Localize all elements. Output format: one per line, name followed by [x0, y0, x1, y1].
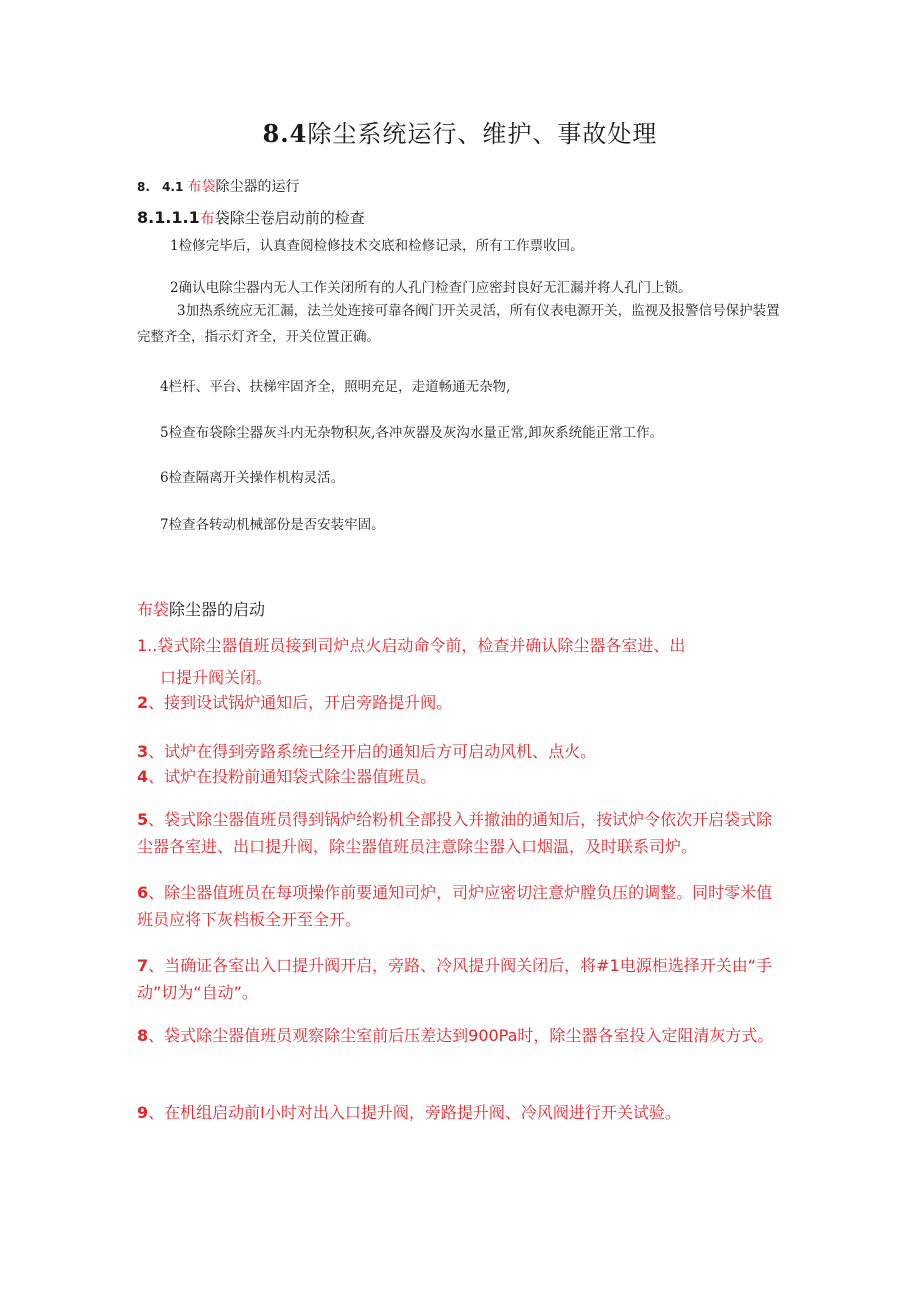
title-text: 除尘系统运行、维护、事故处理	[307, 120, 658, 148]
check-item-5: 5检查布袋除尘器灰斗内无杂物积灰,各冲灰器及灰沟水量正常,卸灰系统能正常工作。	[160, 425, 664, 441]
subsection-heading-8-1-1-1	[137, 207, 365, 228]
step-number: 5	[137, 810, 149, 829]
startup-heading-red-word: 布袋	[137, 600, 170, 619]
step-number: 7	[137, 956, 149, 975]
check-item-7: 7检查各转动机械部份是否安装牢固。	[160, 517, 385, 533]
check-item-1: 1检修完毕后，认真查阅检修技术交底和检修记录，所有工作票收回。	[170, 238, 584, 254]
step-text: 、除尘器值班员在每项操作前要通知司炉，司炉应密切注意炉膛负压的调整。同时零米值班员应将下灰档板全开至全开。	[137, 883, 773, 929]
check-item-3: 3加热系统应无汇漏，法兰处连接可靠各阀门开关灵活，所有仪表电源开关，监视及报警信号保护装置完整齐全，指示灯齐全，开关位置正确。	[137, 303, 780, 345]
step-text: 、袋式除尘器值班员得到锅炉给粉机全部投入并撤油的通知后，按试炉令依次开启袋式除尘器各室进、出口提升阀，除尘器值班员注意除尘器入口烟温，及时联系司炉。	[137, 810, 773, 856]
check-item-2: 2确认电除尘器内无人工作关闭所有的人孔门检查门应密封良好无汇漏并将人孔门上锁。	[170, 280, 692, 296]
step-number: 1..	[137, 636, 158, 655]
step-number: 6	[137, 883, 149, 902]
section-number: 8. 4.1	[137, 180, 184, 194]
step-text: 、袋式除尘器值班员观察除尘室前后压差达到900Pa时，除尘器各室投入定阻清灰方式。	[148, 1026, 774, 1045]
step-number: 2	[137, 693, 149, 712]
step-4	[137, 764, 436, 787]
page-title	[0, 114, 920, 149]
step-number: 4	[137, 767, 149, 786]
step-text: 、在机组启动前I小时对出入口提升阀，旁路提升阀、冷风阀进行开关试验。	[148, 1103, 681, 1122]
step-text: 、试炉在得到旁路系统已经开启的通知后方可启动风机、点火。	[148, 742, 597, 761]
step-text: 袋式除尘器值班员接到司炉点火启动命令前，检查并确认除尘器各室进、出	[157, 636, 686, 655]
startup-heading	[137, 597, 265, 620]
section-heading-8-4-1	[137, 176, 299, 196]
subsection-number: 8.1.1.1	[137, 208, 200, 227]
step-7	[137, 952, 785, 1006]
step-5	[137, 806, 785, 860]
check-item-6: 6检查隔离开关操作机构灵活。	[160, 470, 345, 486]
step-number: 8	[137, 1026, 149, 1045]
step-9	[137, 1100, 681, 1123]
step-text: 口提升阀关闭。	[160, 668, 273, 687]
step-2	[137, 690, 452, 713]
step-number: 3	[137, 742, 149, 761]
step-text: 、试炉在投粉前通知袋式除尘器值班员。	[148, 767, 437, 786]
step-1-continued	[160, 665, 272, 688]
check-item-4: 4栏杆、平台、扶梯牢固齐全，照明充足，走道畅通无杂物,	[160, 379, 511, 395]
step-text: 、当确证各室出入口提升阀开启，旁路、冷风提升阀关闭后，将#1电源柜选择开关由“手动”切为“自动”。	[137, 956, 773, 1002]
startup-heading-label: 除尘器的启动	[169, 600, 266, 619]
section-label: 除尘器的运行	[215, 179, 300, 195]
step-8	[137, 1022, 785, 1049]
step-3	[137, 739, 596, 762]
title-number: 8.4	[262, 119, 308, 148]
section-red-word: 布袋	[187, 179, 216, 195]
step-6	[137, 879, 785, 933]
step-number: 9	[137, 1103, 149, 1122]
subsection-red-word: 布	[199, 209, 215, 227]
step-text: 、接到设试锅炉通知后，开启旁路提升阀。	[148, 693, 453, 712]
step-1	[137, 633, 685, 656]
subsection-label: 袋除尘卷启动前的检查	[214, 209, 365, 227]
